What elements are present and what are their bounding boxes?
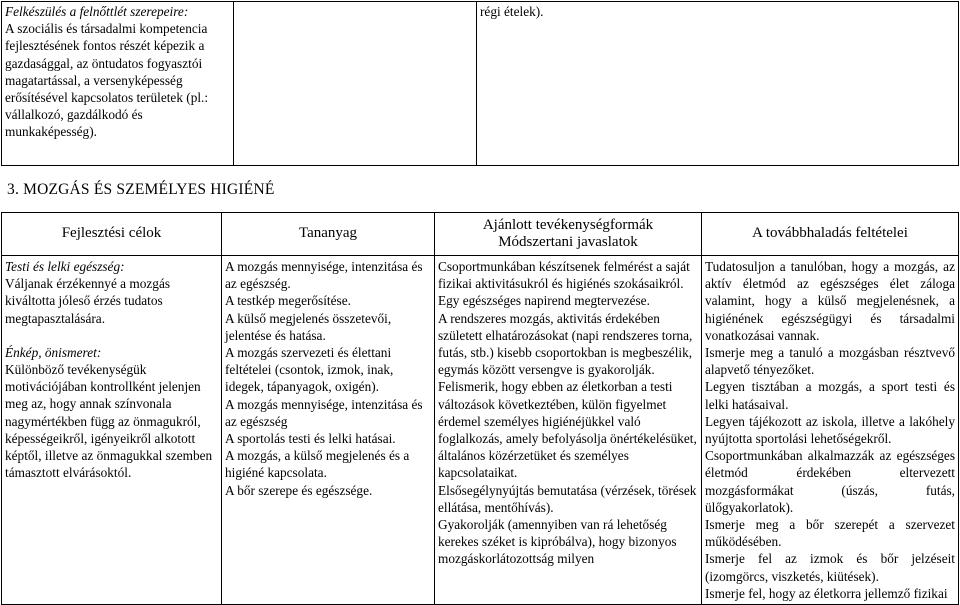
condition-item: Ismerje meg a tanuló a mozgásban résztvevő alapvető tényezőket. [705, 345, 955, 378]
goal-title-health: Testi és lelki egészség: [5, 259, 125, 274]
header-activities-line2: Módszertani javaslatok [498, 234, 638, 250]
curriculum-item: A mozgás mennyisége, intenzitása és az egészség [225, 396, 423, 429]
main-table [1, 212, 959, 605]
top-table [1, 1, 959, 166]
activities-cell [435, 256, 702, 605]
activity-item: Gyakorolják (amennyiben van rá lehetőség kerekes széket is kipróbálva), hogy bizonyos mozgáskorlátozottság milyen [438, 517, 677, 567]
header-activities [435, 213, 702, 256]
condition-item: Ismerje fel az izmok és bőr jelzéseit (izomgörcs, viszketés, kiütések). [705, 551, 955, 584]
section-title: 3. MOZGÁS ÉS SZEMÉLYES HIGIÉNÉ [7, 181, 275, 198]
adulthood-text: A szociális és társadalmi kompetencia fejlesztésének fontos részét képezik a gazdasággal, az öntudatos fogyasztói magatartással, a versenyképesség erősítésével kapcsolatos területek (pl.: vállalkozó, gazdálkodó és munkaképesség). [5, 21, 209, 140]
activity-item: Felismerik, hogy ebben az életkorban a testi változások következtében, külön figyelmet érdemel személyes higiénéjükkel való foglalkozás, amely befolyásolja önértékelésüket, általános közérzetüket és személyes kapcsolataikat. [438, 379, 697, 481]
condition-item: Csoportmunkában alkalmazzák az egészséges életmód érdekében eltervezett mozgásformákat (úszás, futás, ülőgyakorlatok). [705, 448, 955, 515]
curriculum-item: A bőr szerepe és egészsége. [225, 482, 373, 498]
curriculum-item: A testkép megerősítése. [225, 293, 351, 309]
conditions-cell [702, 256, 959, 605]
activity-item: Csoportmunkában készítsenek felmérést a saját fizikai aktivitásukról és higiénés szokásaikról. [438, 259, 690, 292]
activity-item: A rendszeres mozgás, aktivitás érdekében született elhatározásokat (napi rendszeres torna, futás, stb.) kisebb csoportokban is megbeszélik, egymás között versengve is gyakorolják. [438, 310, 693, 378]
condition-item: Ismerje fel, hogy az életkorra jellemző fizikai [705, 585, 948, 601]
header-activities-line1: Ajánlott tevékenységformák [482, 216, 654, 233]
header-curriculum: Tananyag [222, 213, 435, 256]
top-left-cell [2, 2, 234, 166]
top-middle-cell [234, 2, 477, 166]
header-goals: Fejlesztési célok [2, 213, 222, 256]
curriculum-item: A mozgás mennyisége, intenzitása és az egészség. [225, 259, 423, 292]
activity-item: Elsősegélynyújtás bemutatása (vérzések, törések ellátása, mentőhívás). [438, 482, 697, 515]
condition-item: Legyen tisztában a mozgás, a sport testi és lelki hatásaival. [705, 379, 955, 412]
curriculum-item: A sportolás testi és lelki hatásai. [225, 431, 396, 447]
goal-text-health: Váljanak érzékennyé a mozgás kiváltotta jóleső érzés tudatos megtapasztalására. [5, 276, 171, 326]
top-right-cell [477, 2, 959, 166]
top-right-text: régi ételek). [480, 4, 544, 19]
goal-title-selfimage: Énkép, önismeret: [5, 344, 102, 360]
condition-item: Legyen tájékozott az iskola, illetve a lakóhely nyújtotta sportolási lehetőségekről. [705, 413, 955, 447]
condition-item: Tudatosuljon a tanulóban, hogy a mozgás, az aktív életmód az egészséges élet záloga valamint, hogy a külső megjelenésnek, a higiénének egészségügyi és társadalmi vonatkozásai vannak. [705, 259, 955, 343]
condition-item: Ismerje meg a bőr szerepét a szervezet működésében. [705, 517, 955, 550]
goals-cell [2, 256, 222, 605]
header-conditions: A továbbhaladás feltételei [702, 213, 959, 256]
goal-text-selfimage: Különböző tevékenységük motivációjában kontrollként jelenjen meg az, hogy annak színvonala nagymértékben függ az önmagukról, képességeikről, igényeikről alkotott képtől, illetve az önmagukkal szemben támasztott elvárásoktól. [5, 362, 213, 481]
adulthood-title: Felkészülés a felnőttlét szerepeire: [5, 4, 189, 19]
curriculum-item: A külső megjelenés összetevői, jelentése és hatása. [225, 310, 392, 343]
curriculum-item: A mozgás, a külső megjelenés és a higiéné kapcsolata. [225, 448, 410, 481]
curriculum-item: A mozgás szervezeti és élettani feltételei (csontok, izmok, inak, idegek, tápanyagok, oxigén). [225, 345, 394, 395]
curriculum-cell [222, 256, 435, 605]
activity-item: Egy egészséges napirend megtervezése. [438, 293, 650, 309]
